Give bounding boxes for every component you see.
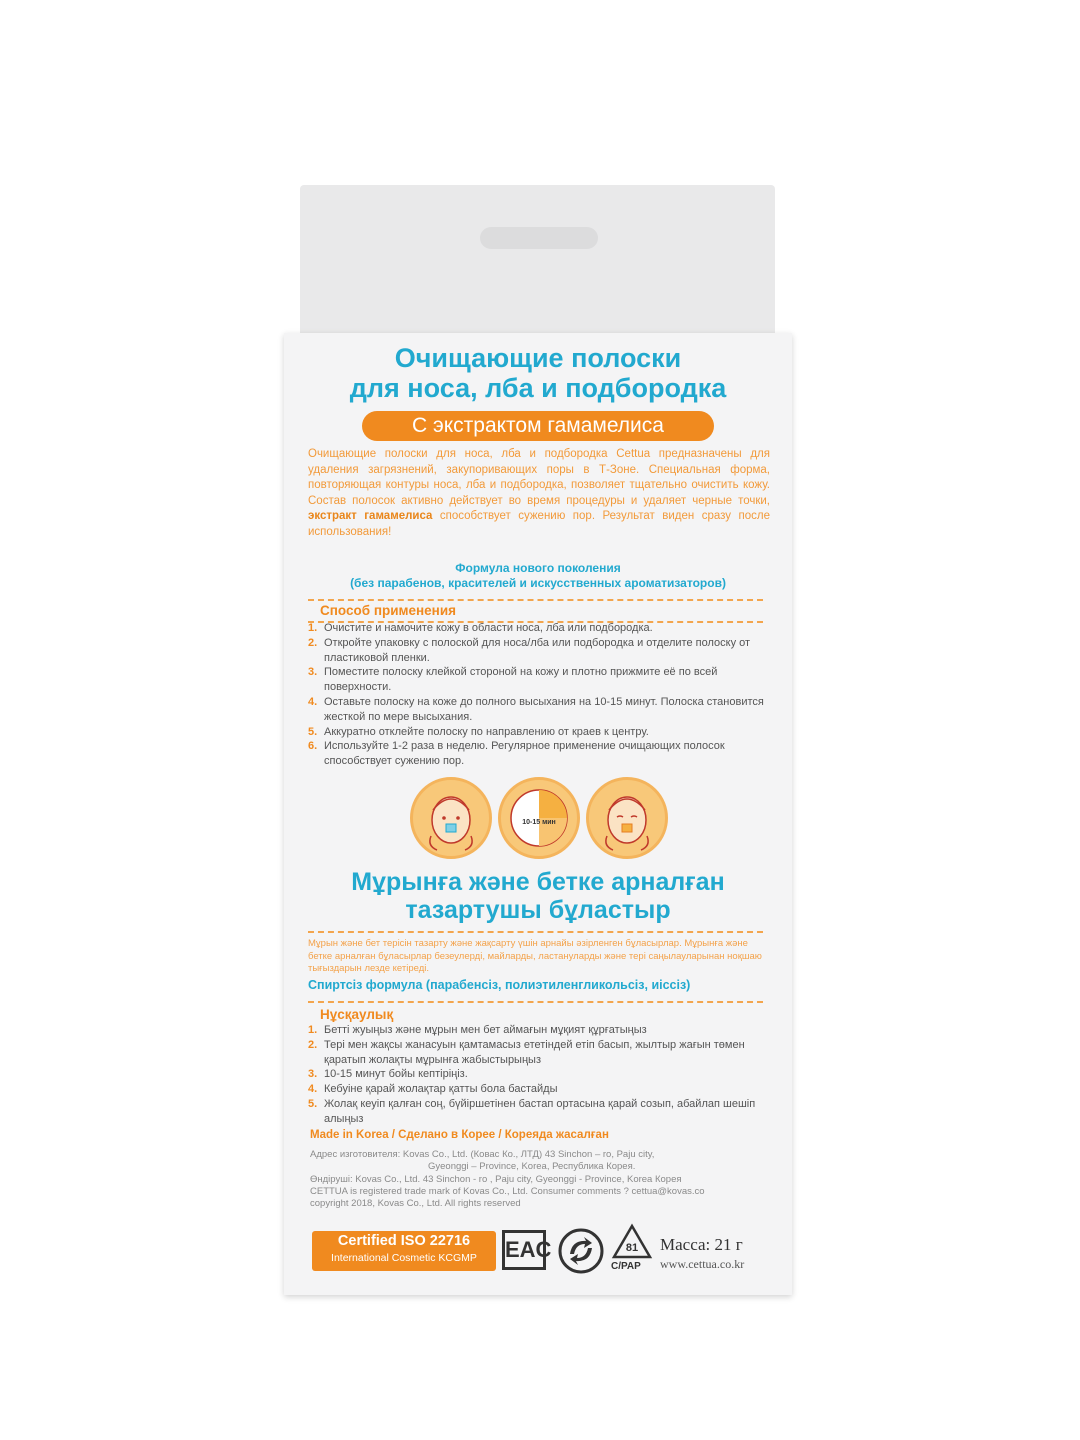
step-number: 3. (308, 1068, 318, 1081)
step-text: Кебуіне қарай жолақтар қатты бола бастайды (324, 1083, 558, 1096)
product-title-ru (284, 343, 792, 403)
recycle-label: C/PAP (611, 1261, 641, 1272)
step-kz (308, 1082, 766, 1097)
step-text: Бетті жуыңыз және мұрын мен бет аймағын мұқият құрғатыңыз (324, 1024, 647, 1036)
address-line: Gyeonggi – Province, Korea, Республика Корея. (428, 1161, 636, 1173)
step-number: 2. (308, 1038, 318, 1051)
step-text: Поместите полоску клейкой стороной на кожу и плотно прижмите её по всей поверхности. (324, 666, 718, 694)
step-number: 4. (308, 1083, 318, 1096)
divider (308, 1001, 763, 1003)
eac-mark-icon: EAC (502, 1230, 546, 1270)
divider (308, 931, 763, 933)
timer-icon (498, 777, 580, 859)
intro-kz: Мұрын және бет терісін тазарту және жақсарту үшін арнайы әзірленген бұласырлар. Мұрынға және бетке арналған бұласырлар безеулерді, майларды, ластануларды және тері саңылауларынан ноқшаю тығыздарын лезде кетіреді. (308, 938, 762, 974)
title-ru-line-1: Очищающие полоски (394, 343, 682, 373)
step-ru (308, 739, 766, 769)
address-line: Өндіруші: Kovas Co., Ltd. 43 Sinchon - ro , Paju city, Gyeonggi - Province, Korea Корея (310, 1173, 682, 1185)
product-title-kz (284, 868, 792, 924)
usage-pictograms (410, 777, 668, 867)
cert-subtitle: International Cosmetic KCGMP (331, 1252, 477, 1264)
recycle-code: 81 (625, 1242, 639, 1254)
made-in: Made in Korea / Сделано в Корее / Кореяда жасалған (310, 1129, 609, 1141)
step-text: Используйте 1-2 раза в неделю. Регулярное применение очищающих полосок способствует сужению пор. (324, 740, 725, 768)
title-kz-line-2: тазартушы бұластыр (405, 896, 671, 924)
steps-kz (308, 1023, 766, 1127)
step-text: Аккуратно отклейте полоску по направлению от краев к центру. (324, 725, 649, 738)
step-ru (308, 725, 766, 740)
net-mass: Масса: 21 г (660, 1235, 743, 1254)
iso-certificate-badge (312, 1231, 496, 1271)
intro-ru (308, 447, 770, 540)
step-text: Оставьте полоску на коже до полного высыхания на 10-15 минут. Полоска становится жесткой по мере высыхания. (324, 695, 764, 723)
address-line: CETTUA is registered trade mark of Kovas Co., Ltd. Consumer comments ? cettua@kovas.co (310, 1185, 705, 1197)
step-kz (308, 1097, 766, 1127)
intro-ru-text-2: способствует сужению пор. Результат виден сразу после использования! (308, 510, 770, 538)
step-ru (308, 695, 766, 725)
step-ru (308, 636, 766, 666)
address-line: copyright 2018, Kovas Co., Ltd. All rights reserved (310, 1198, 521, 1210)
formula-kz: Спиртсіз формула (парабенсіз, полиэтиленгликольсіз, иіссіз) (308, 978, 691, 992)
step-text: Тері мен жақсы жанасуын қамтамасыз ететіндей етіп басып, жылтыр жағын төмен қаратып жолақты мұрынға жабыстырыңыз (324, 1038, 745, 1066)
face-strip-icon (410, 777, 492, 859)
intro-ru-text-1: Очищающие полоски для носа, лба и подбородка Cettua предназначены для удаления загрязнений, закупоривающих поры в Т-Зоне. Специальная форма, повторяющая контуры носа, лба и подбородка, позволяет тщательно очистить кожу. Состав полосок активно действует во время процедуры и удаляет черные точки, (308, 448, 770, 507)
step-number: 5. (308, 725, 318, 738)
step-ru (308, 665, 766, 695)
step-text: Жолақ кеуіп қалған соң, бүйіршетінен бастап ортасына қарай созып, абайлап шешіп алыңыз (324, 1097, 756, 1125)
title-kz-line-1: Мұрынға және бетке арналған (351, 868, 725, 896)
usage-heading-kz: Нұсқаулық (320, 1007, 394, 1022)
step-kz (308, 1023, 766, 1038)
recycle-arrows-icon (558, 1228, 604, 1274)
step-number: 1. (308, 1024, 318, 1036)
step-number: 6. (308, 740, 318, 753)
step-number: 3. (308, 666, 318, 679)
step-text: Очистите и намочите кожу в области носа, лба или подбородка. (324, 622, 653, 634)
step-kz (308, 1038, 766, 1068)
package-hang-tab (300, 185, 775, 345)
formula-ru-line-2: (без парабенов, красителей и искусственных ароматизаторов) (350, 576, 726, 590)
step-ru (308, 621, 766, 636)
cert-title: Certified ISO 22716 (337, 1233, 471, 1249)
hang-hole (480, 227, 598, 249)
step-number: 5. (308, 1097, 318, 1110)
step-number: 4. (308, 695, 318, 708)
step-text: Откройте упаковку с полоской для носа/лба или подбородка и отделите полоску от пластиковой пленки. (324, 636, 751, 664)
intro-ru-highlight: экстракт гамамелиса (308, 510, 433, 522)
package-back (284, 333, 792, 1295)
face-remove-icon (586, 777, 668, 859)
extract-pill: С экстрактом гамамелиса (362, 411, 714, 441)
formula-ru-line-1: Формула нового поколения (455, 561, 621, 575)
manufacturer-address (310, 1149, 770, 1210)
step-number: 1. (308, 622, 318, 634)
website: www.cettua.co.kr (660, 1257, 745, 1271)
usage-heading-ru: Способ применения (320, 603, 457, 618)
timer-label: 10-15 мин (522, 819, 556, 826)
step-kz (308, 1067, 766, 1082)
divider (308, 599, 763, 601)
steps-ru (308, 621, 766, 769)
title-ru-line-2: для носа, лба и подбородка (349, 373, 727, 403)
recycling-triangle-icon (610, 1223, 654, 1263)
formula-ru (284, 561, 792, 591)
address-line: Адрес изготовителя: Kovas Co., Ltd. (Ковас Ко., ЛТД) 43 Sinchon – ro, Paju city, (310, 1149, 655, 1160)
step-number: 2. (308, 636, 318, 649)
step-text: 10-15 минут бойы кептіріңіз. (324, 1068, 468, 1081)
